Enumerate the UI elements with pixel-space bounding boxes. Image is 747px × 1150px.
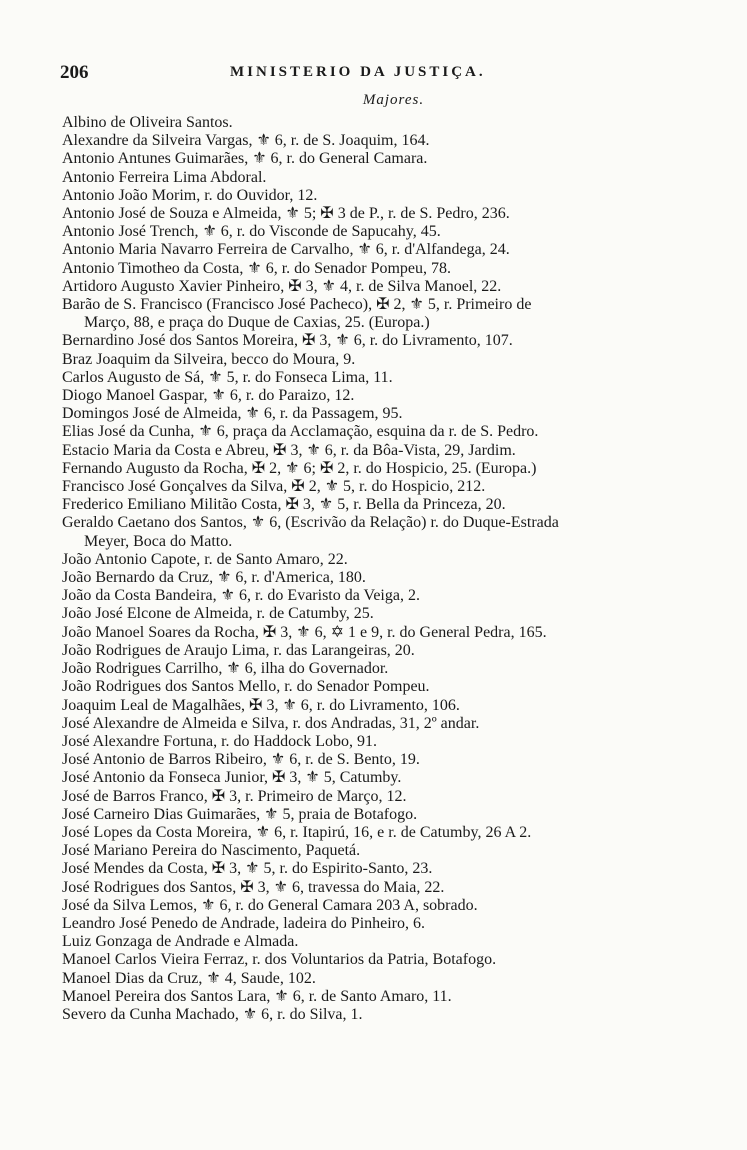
list-item: Albino de Oliveira Santos. — [62, 114, 233, 131]
page-number: 206 — [60, 62, 89, 83]
list-item: João Bernardo da Cruz, ⚜ 6, r. d'America, 180. — [62, 569, 366, 587]
list-item: José Carneiro Dias Guimarães, ⚜ 5, praia de Botafogo. — [62, 805, 418, 823]
list-item: José Mariano Pereira do Nascimento, Paquetá. — [62, 842, 361, 860]
list-item: Artidoro Augusto Xavier Pinheiro, ✠ 3, ⚜ 4, r. de Silva Manoel, 22. — [62, 277, 502, 295]
list-item-continuation: Março, 88, e praça do Duque de Caxias, 25. (Europa.) — [84, 314, 430, 332]
list-item: Antonio Maria Navarro Ferreira de Carvalho, ⚜ 6, r. d'Alfandega, 24. — [62, 241, 510, 259]
list-item: Braz Joaquim da Silveira, becco do Moura, 9. — [62, 350, 356, 368]
list-item: Antonio Ferreira Lima Abdoral. — [62, 168, 267, 186]
list-item: João da Costa Bandeira, ⚜ 6, r. do Evaristo da Veiga, 2. — [62, 587, 420, 605]
list-item: Antonio Antunes Guimarães, ⚜ 6, r. do General Camara. — [62, 150, 428, 168]
list-item: Elias José da Cunha, ⚜ 6, praça da Acclamação, esquina da r. de S. Pedro. — [62, 423, 539, 441]
list-item: Carlos Augusto de Sá, ⚜ 5, r. do Fonseca Lima, 11. — [62, 368, 393, 386]
list-item: João Rodrigues de Araujo Lima, r. das Larangeiras, 20. — [62, 641, 415, 659]
list-item: Geraldo Caetano dos Santos, ⚜ 6, (Escrivão da Relação) r. do Duque-Estrada — [62, 514, 559, 532]
list-item: Manoel Carlos Vieira Ferraz, r. dos Voluntarios da Patria, Botafogo. — [62, 951, 497, 969]
list-item: José de Barros Franco, ✠ 3, r. Primeiro de Março, 12. — [62, 787, 407, 805]
list-item: Domingos José de Almeida, ⚜ 6, r. da Passagem, 95. — [62, 405, 403, 423]
list-item: Antonio João Morim, r. do Ouvidor, 12. — [62, 186, 318, 204]
list-item: Luiz Gonzaga de Andrade e Almada. — [62, 933, 299, 951]
list-item: José Rodrigues dos Santos, ✠ 3, ⚜ 6, travessa do Maia, 22. — [62, 878, 445, 896]
list-item: Leandro José Penedo de Andrade, ladeira do Pinheiro, 6. — [62, 914, 426, 932]
list-item: Joaquim Leal de Magalhães, ✠ 3, ⚜ 6, r. do Livramento, 106. — [62, 696, 460, 714]
list-item: José Alexandre Fortuna, r. do Haddock Lobo, 91. — [62, 732, 378, 750]
running-title: MINISTERIO DA JUSTIÇA. — [230, 64, 486, 80]
list-item-continuation: Meyer, Boca do Matto. — [84, 532, 233, 550]
list-item: José Mendes da Costa, ✠ 3, ⚜ 5, r. do Espirito-Santo, 23. — [62, 860, 433, 878]
list-item: José da Silva Lemos, ⚜ 6, r. do General Camara 203 A, sobrado. — [62, 896, 478, 914]
list-item: José Alexandre de Almeida e Silva, r. dos Andradas, 31, 2º andar. — [62, 714, 480, 732]
list-item: José Lopes da Costa Moreira, ⚜ 6, r. Itapirú, 16, e r. de Catumby, 26 A 2. — [62, 823, 532, 841]
list-item: Frederico Emiliano Militão Costa, ✠ 3, ⚜ 5, r. Bella da Princeza, 20. — [62, 496, 506, 514]
list-item: João Antonio Capote, r. de Santo Amaro, 22. — [62, 550, 348, 568]
list-item: João Manoel Soares da Rocha, ✠ 3, ⚜ 6, ✡ 1 e 9, r. do General Pedra, 165. — [62, 623, 547, 641]
list-item: João José Elcone de Almeida, r. de Catumby, 25. — [62, 605, 374, 623]
list-item: Manoel Dias da Cruz, ⚜ 4, Saude, 102. — [62, 969, 316, 987]
list-item: Bernardino José dos Santos Moreira, ✠ 3, ⚜ 6, r. do Livramento, 107. — [62, 332, 513, 350]
list-item: Barão de S. Francisco (Francisco José Pacheco), ✠ 2, ⚜ 5, r. Primeiro de — [62, 296, 532, 314]
list-item: Antonio José Trench, ⚜ 6, r. do Visconde de Sapucahy, 45. — [62, 223, 441, 241]
list-item: João Rodrigues Carrilho, ⚜ 6, ilha do Governador. — [62, 660, 389, 678]
list-item: Antonio José de Souza e Almeida, ⚜ 5; ✠ 3 de P., r. de S. Pedro, 236. — [62, 205, 510, 223]
section-title: Majores. — [362, 92, 425, 108]
list-item: Antonio Timotheo da Costa, ⚜ 6, r. do Senador Pompeu, 78. — [62, 259, 452, 277]
entry-list — [62, 114, 702, 1024]
list-item: Diogo Manoel Gaspar, ⚜ 6, r. do Paraizo, 12. — [62, 387, 355, 405]
list-item: João Rodrigues dos Santos Mello, r. do Senador Pompeu. — [62, 678, 430, 696]
list-item: Estacio Maria da Costa e Abreu, ✠ 3, ⚜ 6, r. da Bôa-Vista, 29, Jardim. — [62, 441, 516, 459]
list-item: Fernando Augusto da Rocha, ✠ 2, ⚜ 6; ✠ 2, r. do Hospicio, 25. (Europa.) — [62, 459, 537, 477]
list-item: Severo da Cunha Machado, ⚜ 6, r. do Silva, 1. — [62, 1005, 363, 1023]
list-item: Manoel Pereira dos Santos Lara, ⚜ 6, r. de Santo Amaro, 11. — [62, 987, 452, 1005]
list-item: José Antonio da Fonseca Junior, ✠ 3, ⚜ 5, Catumby. — [62, 769, 402, 787]
list-item: José Antonio de Barros Ribeiro, ⚜ 6, r. de S. Bento, 19. — [62, 751, 420, 769]
page-header — [60, 62, 710, 86]
list-item: Alexandre da Silveira Vargas, ⚜ 6, r. de S. Joaquim, 164. — [62, 132, 430, 150]
list-item: Francisco José Gonçalves da Silva, ✠ 2, ⚜ 5, r. do Hospicio, 212. — [62, 478, 486, 496]
